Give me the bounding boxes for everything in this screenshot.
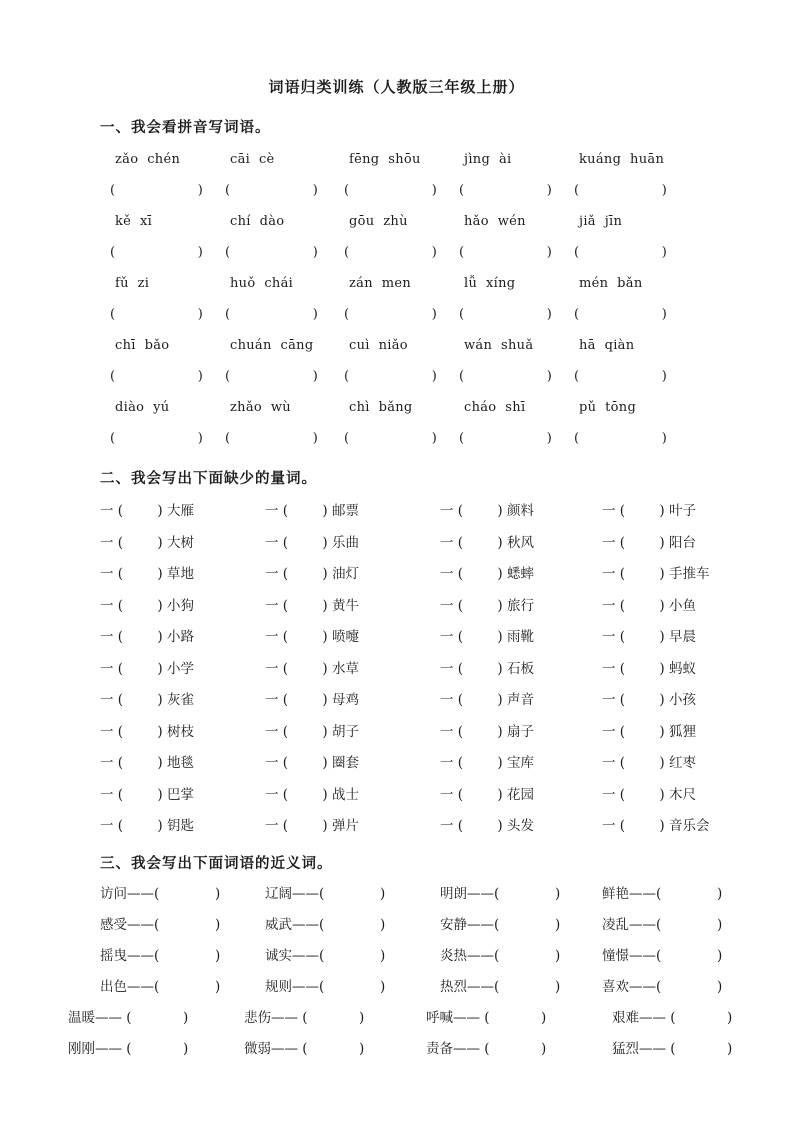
measure-word-item: 一 ( ) 弹片: [265, 818, 359, 834]
section-two-heading: 二、我会写出下面缺少的量词。: [100, 471, 317, 487]
measure-word-item: 一 ( ) 树枝: [100, 723, 194, 740]
pinyin-exercise: [0, 144, 793, 454]
measure-word-row: [0, 622, 793, 654]
pinyin-item: zhǎo wù: [230, 400, 291, 415]
answer-blank: ( ): [574, 369, 667, 384]
measure-word-item: 一 ( ) 水草: [265, 660, 359, 677]
measure-word-item: 一 ( ) 喷嚏: [265, 629, 359, 645]
answer-blank: ( ): [225, 307, 318, 322]
measure-word-item: 一 ( ) 草地: [100, 566, 194, 582]
synonym-item: 刚刚—— ( ): [68, 1040, 189, 1057]
answer-blank: ( ): [459, 183, 552, 198]
answer-blank: ( ): [459, 369, 552, 384]
measure-word-item: 一 ( ) 小孩: [602, 692, 696, 708]
synonym-item: 悲伤—— ( ): [244, 1009, 365, 1026]
synonym-item: 热烈——( ): [440, 978, 561, 995]
synonym-row: [0, 910, 793, 941]
pinyin-item: hā qiàn: [579, 338, 635, 353]
answer-blank: ( ): [110, 369, 203, 384]
pinyin-item: chī bǎo: [115, 338, 170, 353]
pinyin-item: cháo shī: [464, 400, 526, 415]
measure-word-row: [0, 654, 793, 686]
pinyin-row: [0, 144, 793, 175]
measure-word-item: 一 ( ) 圈套: [265, 755, 359, 771]
pinyin-item: kuáng huān: [579, 152, 665, 167]
measure-word-item: 一 ( ) 小路: [100, 629, 194, 645]
measure-word-row: [0, 717, 793, 749]
blank-row: [0, 299, 793, 330]
blank-row: [0, 361, 793, 392]
measure-word-row: [0, 811, 793, 843]
synonym-exercise: [0, 879, 793, 1065]
answer-blank: ( ): [459, 245, 552, 260]
answer-blank: ( ): [110, 431, 203, 446]
pinyin-item: jìng ài: [464, 152, 512, 167]
measure-word-item: 一 ( ) 宝库: [440, 755, 534, 771]
answer-blank: ( ): [110, 183, 203, 198]
pinyin-item: wán shuǎ: [464, 338, 534, 353]
synonym-item: 感受——( ): [100, 916, 221, 933]
measure-word-item: 一 ( ) 旅行: [440, 597, 534, 614]
synonym-item: 安静——( ): [440, 916, 561, 933]
synonym-item: 微弱—— ( ): [244, 1040, 365, 1057]
answer-blank: ( ): [110, 307, 203, 322]
measure-word-item: 一 ( ) 母鸡: [265, 692, 359, 708]
measure-word-exercise: [0, 496, 793, 843]
answer-blank: ( ): [225, 245, 318, 260]
answer-blank: ( ): [225, 369, 318, 384]
measure-word-item: 一 ( ) 木尺: [602, 786, 696, 803]
measure-word-row: [0, 685, 793, 717]
measure-word-item: 一 ( ) 钥匙: [100, 818, 194, 834]
pinyin-item: mén bǎn: [579, 276, 643, 291]
section-one-heading: 一、我会看拼音写词语。: [100, 120, 271, 136]
pinyin-item: huǒ chái: [230, 276, 294, 291]
measure-word-row: [0, 591, 793, 623]
measure-word-row: [0, 559, 793, 591]
answer-blank: ( ): [459, 307, 552, 322]
pinyin-item: diào yú: [115, 400, 170, 415]
pinyin-item: cuì niǎo: [349, 338, 408, 353]
page-title: 词语归类训练（人教版三年级上册）: [268, 79, 525, 96]
pinyin-item: gōu zhù: [349, 214, 408, 229]
measure-word-item: 一 ( ) 花园: [440, 786, 534, 803]
pinyin-item: zán men: [349, 276, 412, 291]
measure-word-item: 一 ( ) 地毯: [100, 755, 194, 771]
synonym-item: 温暖—— ( ): [68, 1009, 189, 1026]
measure-word-item: 一 ( ) 扇子: [440, 723, 534, 740]
measure-word-item: 一 ( ) 乐曲: [265, 534, 359, 551]
measure-word-item: 一 ( ) 秋风: [440, 534, 534, 551]
synonym-item: 诚实——( ): [265, 947, 386, 964]
synonym-row: [0, 941, 793, 972]
answer-blank: ( ): [574, 431, 667, 446]
pinyin-item: fēng shōu: [349, 152, 421, 167]
synonym-item: 喜欢——( ): [602, 978, 723, 995]
pinyin-item: lǚ xíng: [464, 276, 516, 291]
measure-word-row: [0, 496, 793, 528]
measure-word-item: 一 ( ) 狐狸: [602, 723, 696, 740]
measure-word-item: 一 ( ) 小学: [100, 660, 194, 677]
blank-row: [0, 423, 793, 454]
synonym-item: 憧憬——( ): [602, 947, 723, 964]
pinyin-item: jiǎ jīn: [579, 214, 623, 229]
synonym-item: 辽阔——( ): [265, 885, 386, 902]
answer-blank: ( ): [110, 245, 203, 260]
pinyin-item: cāi cè: [230, 152, 275, 167]
measure-word-item: 一 ( ) 小鱼: [602, 597, 696, 614]
synonym-item: 摇曳——( ): [100, 947, 221, 964]
measure-word-item: 一 ( ) 蟋蟀: [440, 566, 534, 582]
blank-row: [0, 237, 793, 268]
pinyin-item: hǎo wén: [464, 214, 526, 229]
answer-blank: ( ): [344, 245, 437, 260]
measure-word-item: 一 ( ) 战士: [265, 786, 359, 803]
synonym-item: 艰难—— ( ): [612, 1009, 733, 1026]
answer-blank: ( ): [574, 183, 667, 198]
measure-word-item: 一 ( ) 胡子: [265, 723, 359, 740]
synonym-item: 访问——( ): [100, 885, 221, 902]
pinyin-row: [0, 206, 793, 237]
measure-word-item: 一 ( ) 手推车: [602, 566, 710, 582]
measure-word-item: 一 ( ) 红枣: [602, 755, 696, 771]
pinyin-item: kě xī: [115, 214, 153, 229]
synonym-item: 炎热——( ): [440, 947, 561, 964]
measure-word-item: 一 ( ) 雨靴: [440, 629, 534, 645]
measure-word-item: 一 ( ) 巴掌: [100, 786, 194, 803]
synonym-row: [0, 972, 793, 1003]
answer-blank: ( ): [344, 431, 437, 446]
answer-blank: ( ): [459, 431, 552, 446]
answer-blank: ( ): [574, 245, 667, 260]
synonym-item: 规则——( ): [265, 978, 386, 995]
measure-word-item: 一 ( ) 音乐会: [602, 818, 710, 834]
measure-word-item: 一 ( ) 小狗: [100, 597, 194, 614]
pinyin-item: zǎo chén: [115, 152, 181, 167]
measure-word-item: 一 ( ) 邮票: [265, 503, 359, 519]
measure-word-item: 一 ( ) 蚂蚁: [602, 660, 696, 677]
synonym-item: 猛烈—— ( ): [612, 1040, 733, 1057]
pinyin-item: chì bǎng: [349, 400, 413, 415]
synonym-row: [0, 1003, 793, 1034]
answer-blank: ( ): [574, 307, 667, 322]
measure-word-item: 一 ( ) 黄牛: [265, 597, 359, 614]
measure-word-row: [0, 748, 793, 780]
pinyin-row: [0, 268, 793, 299]
measure-word-item: 一 ( ) 大雁: [100, 503, 194, 519]
answer-blank: ( ): [344, 307, 437, 322]
section-three-heading: 三、我会写出下面词语的近义词。: [100, 855, 333, 872]
pinyin-row: [0, 392, 793, 423]
measure-word-item: 一 ( ) 石板: [440, 660, 534, 677]
pinyin-item: fǔ zi: [115, 276, 150, 291]
measure-word-row: [0, 780, 793, 812]
measure-word-item: 一 ( ) 头发: [440, 818, 534, 834]
measure-word-item: 一 ( ) 油灯: [265, 566, 359, 582]
synonym-item: 威武——( ): [265, 916, 386, 933]
measure-word-item: 一 ( ) 早晨: [602, 629, 696, 645]
pinyin-item: pǔ tōng: [579, 400, 637, 415]
synonym-item: 责备—— ( ): [426, 1040, 547, 1057]
synonym-item: 明朗——( ): [440, 885, 561, 902]
synonym-item: 凌乱——( ): [602, 916, 723, 933]
synonym-row: [0, 1034, 793, 1065]
synonym-item: 鲜艳——( ): [602, 885, 723, 902]
synonym-item: 出色——( ): [100, 978, 221, 995]
pinyin-row: [0, 330, 793, 361]
answer-blank: ( ): [225, 183, 318, 198]
measure-word-item: 一 ( ) 颜料: [440, 503, 534, 519]
measure-word-item: 一 ( ) 声音: [440, 692, 534, 708]
answer-blank: ( ): [344, 369, 437, 384]
blank-row: [0, 175, 793, 206]
measure-word-item: 一 ( ) 大树: [100, 534, 194, 551]
measure-word-item: 一 ( ) 阳台: [602, 534, 696, 551]
pinyin-item: chí dào: [230, 214, 285, 229]
synonym-row: [0, 879, 793, 910]
measure-word-row: [0, 528, 793, 560]
measure-word-item: 一 ( ) 灰雀: [100, 692, 194, 708]
measure-word-item: 一 ( ) 叶子: [602, 503, 696, 519]
answer-blank: ( ): [225, 431, 318, 446]
synonym-item: 呼喊—— ( ): [426, 1009, 547, 1026]
answer-blank: ( ): [344, 183, 437, 198]
pinyin-item: chuán cāng: [230, 338, 314, 353]
